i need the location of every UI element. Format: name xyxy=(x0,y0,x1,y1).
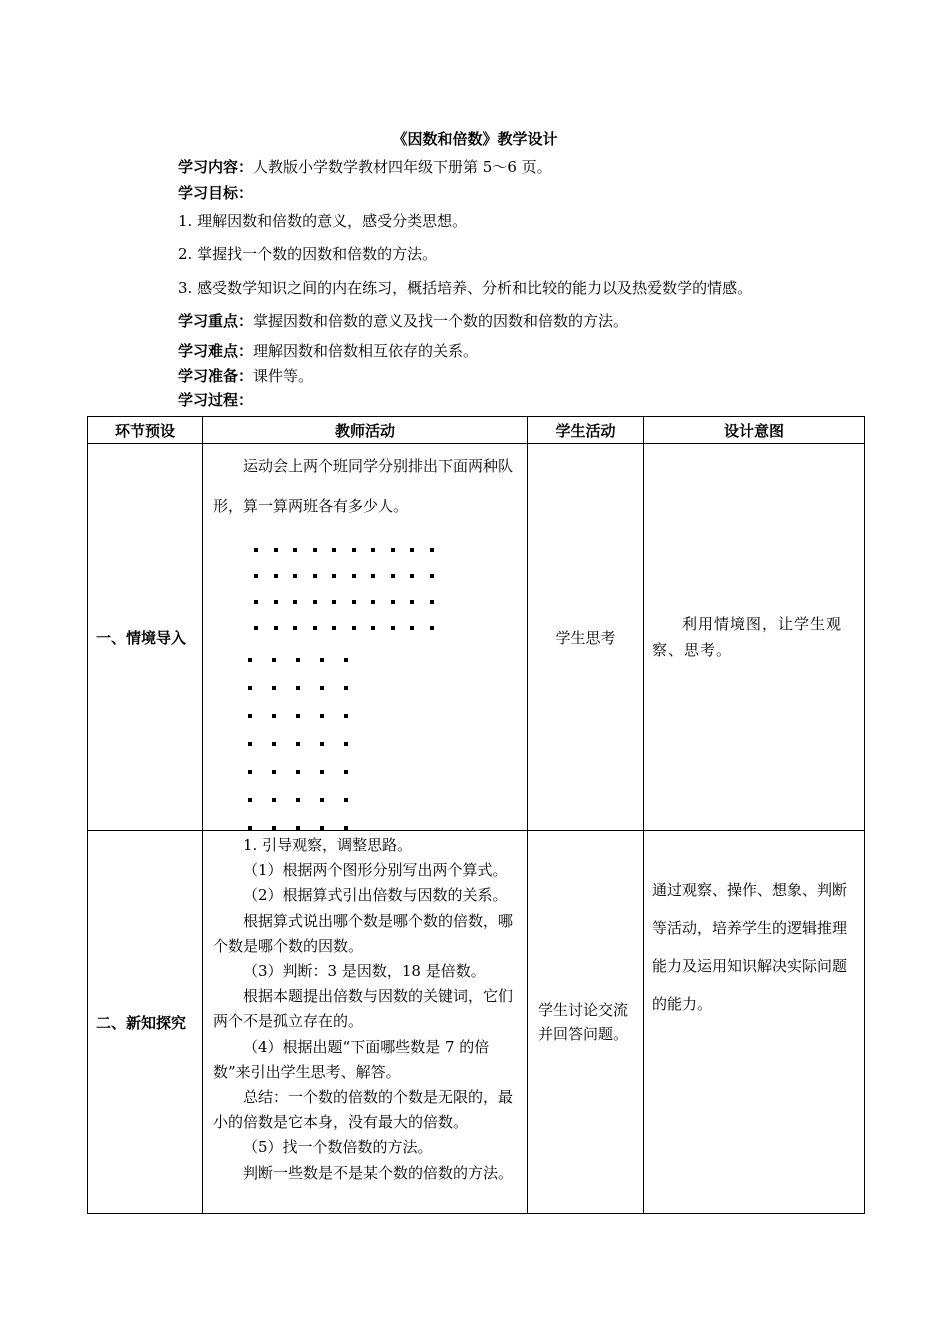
formation-dot xyxy=(352,600,356,604)
formation-dot xyxy=(293,574,297,578)
learning-preparation xyxy=(178,366,313,386)
formation-dot xyxy=(272,770,276,774)
header-stage: 环节预设 xyxy=(88,417,203,444)
formation-dot xyxy=(320,714,324,718)
formation-dot xyxy=(371,600,375,604)
goal-item: 3. 感受数学知识之间的内在练习，概括培养、分析和比较的能力以及热爱数学的情感。 xyxy=(178,279,753,297)
teacher-step: （1）根据两个图形分别写出两个算式。 xyxy=(243,861,508,880)
stage-cell: 二、新知探究 xyxy=(88,831,203,1214)
formation-dot xyxy=(320,798,324,802)
formation-dot xyxy=(254,548,258,552)
formation-dot xyxy=(410,574,414,578)
formation-dot xyxy=(430,626,434,630)
difficulty-text: 理解因数和倍数相互依存的关系。 xyxy=(253,342,479,360)
teacher-step: （4）根据出题“下面哪些数是 7 的倍数”来引出学生思考、解答。 xyxy=(213,1037,490,1081)
formation-dot xyxy=(254,574,258,578)
teacher-step: （5）找一个数倍数的方法。 xyxy=(243,1138,433,1157)
design-intent-cell: 利用情境图，让学生观察、思考。 xyxy=(644,444,865,831)
formation-dot xyxy=(296,770,300,774)
formation-dot xyxy=(344,658,348,662)
formation-dot xyxy=(391,574,395,578)
teacher-activity-cell xyxy=(203,444,528,831)
formation-dot xyxy=(332,626,336,630)
formation-dot xyxy=(296,658,300,662)
formation-dot xyxy=(296,714,300,718)
table-row xyxy=(88,831,865,1214)
formation-dot xyxy=(410,548,414,552)
formation-dot xyxy=(313,574,317,578)
formation-dot xyxy=(272,686,276,690)
teacher-step: 判断一些数是不是某个数的倍数的方法。 xyxy=(243,1163,514,1182)
formation-dot xyxy=(313,626,317,630)
key-point-label: 学习重点： xyxy=(178,312,254,330)
formation-dot xyxy=(248,798,252,802)
formation-dot xyxy=(332,574,336,578)
formation-dot xyxy=(430,574,434,578)
formation-dot xyxy=(248,686,252,690)
stage-cell: 一、情境导入 xyxy=(88,444,203,831)
header-student-activity: 学生活动 xyxy=(528,417,644,444)
formation-dot xyxy=(254,626,258,630)
learning-goals-heading xyxy=(178,183,253,203)
formation-dot xyxy=(248,742,252,746)
formation-dot xyxy=(371,574,375,578)
learning-key-point xyxy=(178,311,628,331)
formation-dot xyxy=(293,626,297,630)
formation-dot xyxy=(320,826,324,830)
goal-item: 1. 理解因数和倍数的意义，感受分类思想。 xyxy=(178,212,468,230)
formation-dot xyxy=(313,600,317,604)
formation-dot xyxy=(332,548,336,552)
formation-dot xyxy=(371,626,375,630)
learning-content-label: 学习内容： xyxy=(178,158,254,176)
goal-item: 2. 掌握找一个数的因数和倍数的方法。 xyxy=(178,245,438,263)
formation-dot xyxy=(332,600,336,604)
learning-content-text: 人教版小学数学教材四年级下册第 5～6 页。 xyxy=(253,158,552,176)
learning-content xyxy=(178,157,552,177)
formation-dot xyxy=(272,714,276,718)
formation-dot xyxy=(296,742,300,746)
header-design-intent: 设计意图 xyxy=(644,417,865,444)
formation-dot xyxy=(410,626,414,630)
formation-dot xyxy=(430,600,434,604)
formation-dot xyxy=(248,826,252,830)
teacher-step: 1. 引导观察，调整思路。 xyxy=(243,836,413,854)
formation-dot xyxy=(320,686,324,690)
formation-dot xyxy=(344,686,348,690)
formation-dot xyxy=(248,658,252,662)
teacher-step: （2）根据算式引出倍数与因数的关系。 xyxy=(243,886,508,905)
learning-difficulty xyxy=(178,341,478,361)
formation-dot xyxy=(344,714,348,718)
design-intent-cell: 通过观察、操作、想象、判断等活动，培养学生的逻辑推理能力及运用知识解决实际问题的能力。 xyxy=(644,831,865,1214)
preparation-label: 学习准备： xyxy=(178,367,254,385)
formation-dot xyxy=(272,658,276,662)
process-label: 学习过程： xyxy=(178,391,254,409)
formation-dot xyxy=(296,826,300,830)
teacher-step: 根据本题提出倍数与因数的关键词，它们两个不是孤立存在的。 xyxy=(213,987,514,1031)
formation-dot xyxy=(344,826,348,830)
formation-dot xyxy=(391,548,395,552)
formation-dot xyxy=(391,600,395,604)
formation-dot xyxy=(320,770,324,774)
preparation-text: 课件等。 xyxy=(253,367,314,385)
formation-dot xyxy=(410,600,414,604)
formation-dot xyxy=(272,798,276,802)
formation-dot xyxy=(274,574,278,578)
key-point-text: 掌握因数和倍数的意义及找一个数的因数和倍数的方法。 xyxy=(253,312,629,330)
formation-dot xyxy=(274,600,278,604)
formation-dot xyxy=(344,742,348,746)
learning-goals-label: 学习目标： xyxy=(178,184,254,202)
formation-dot xyxy=(293,548,297,552)
student-activity-cell: 学生讨论交流并回答问题。 xyxy=(528,831,644,1214)
teacher-activity-text: 运动会上两个班同学分别排出下面两种队形，算一算两班各有多少人。 xyxy=(213,457,514,515)
formation-dot xyxy=(272,826,276,830)
learning-process-heading xyxy=(178,390,253,410)
formation-dot xyxy=(296,798,300,802)
formation-dot xyxy=(274,626,278,630)
table-row xyxy=(88,444,865,831)
formation-dot xyxy=(274,548,278,552)
table-header-row xyxy=(88,417,865,444)
formation-dot xyxy=(344,798,348,802)
lesson-plan-table xyxy=(87,416,865,1214)
header-teacher-activity: 教师活动 xyxy=(203,417,528,444)
teacher-step: 总结：一个数的倍数的个数是无限的，最小的倍数是它本身，没有最大的倍数。 xyxy=(213,1088,514,1132)
formation-dot xyxy=(320,742,324,746)
document-title: 《因数和倍数》教学设计 xyxy=(392,130,558,148)
difficulty-label: 学习难点： xyxy=(178,342,254,360)
formation-dot xyxy=(371,548,375,552)
formation-dot xyxy=(248,770,252,774)
formation-dot xyxy=(272,742,276,746)
formation-dot xyxy=(391,626,395,630)
formation-dot xyxy=(320,658,324,662)
student-activity-cell: 学生思考 xyxy=(528,444,644,831)
teacher-activity-cell xyxy=(203,831,528,1214)
formation-dot xyxy=(313,548,317,552)
teacher-step: 根据算式说出哪个数是哪个数的倍数，哪个数是哪个数的因数。 xyxy=(213,911,514,955)
formation-dot xyxy=(352,548,356,552)
teacher-step: （3）判断：3 是因数，18 是倍数。 xyxy=(243,962,486,981)
formation-dot xyxy=(352,626,356,630)
formation-dot xyxy=(344,770,348,774)
formation-dot xyxy=(248,714,252,718)
formation-dot xyxy=(296,686,300,690)
formation-dot xyxy=(254,600,258,604)
formation-dot xyxy=(352,574,356,578)
formation-dot xyxy=(430,548,434,552)
formation-dot xyxy=(293,600,297,604)
